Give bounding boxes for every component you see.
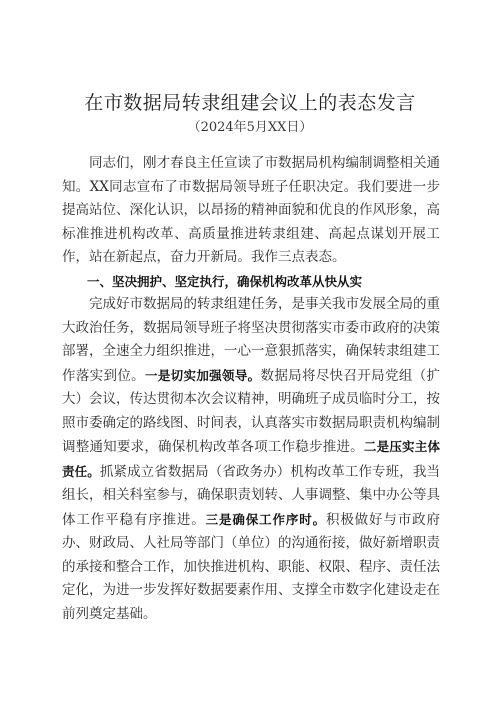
page-title: 在市数据局转隶组建会议上的表态发言: [84, 92, 416, 114]
point-3-text: 积极做好与市政府办、财政局、人社局等部门（单位）的沟通衔接，做好新增职责的承接和整合工作，加快推进机构、职能、权限、程序、责任法定化，为进一步发挥好数据要素作用、支撑全市数字化建设走在前列奠定基础。: [62, 511, 441, 622]
section-heading-1: 一、坚决拥护、坚定执行，确保机构改革从快从实: [87, 273, 363, 289]
point-2-heading: 二是压实主体责任。: [62, 439, 440, 479]
paragraph-opening: 同志们，刚才春良主任宣读了市数据局机构编制调整相关通知。XX同志宣布了市数据局领导班子任职决定。我们要进一步提高站位、深化认识，以昂扬的精神面貌和优良的作风形象，高标准推进机构改革、高质量推进转隶组建、高起点谋划开展工作，站在新起点，奋力开新局。我作三点表态。: [62, 155, 440, 265]
point-2-text: 抓紧成立省数据局（省政务办）机构改革工作专班，我当组长，相关科室参与，确保职责划转、人事调整、集中办公等具体工作平稳有序推进。: [62, 463, 440, 528]
paragraph-section-1: [62, 293, 440, 626]
point-3-heading: 三是确保工作序时。: [205, 511, 326, 527]
date-line: （2024年5月XX日）: [187, 120, 313, 135]
document-body: [62, 152, 440, 626]
point-1-text: 数据局将尽快召开局党组（扩大）会议，传达贯彻本次会议精神，明确班子成员临时分工，按照市委确定的路线图、时间表，认真落实市数据局职责机构编制调整通知要求，确保机构改革各项工作稳步推进。: [62, 367, 440, 455]
paragraph-section-1-lead: 完成好市数据局的转隶组建任务，是事关我市发展全局的重大政治任务，数据局领导班子将坚决贯彻落实市委市政府的决策部署，全速全力组织推进，一心一意狠抓落实，确保转隶组建工作落实到位。: [62, 296, 440, 384]
point-1-heading: 一是切实加强领导。: [145, 367, 261, 383]
